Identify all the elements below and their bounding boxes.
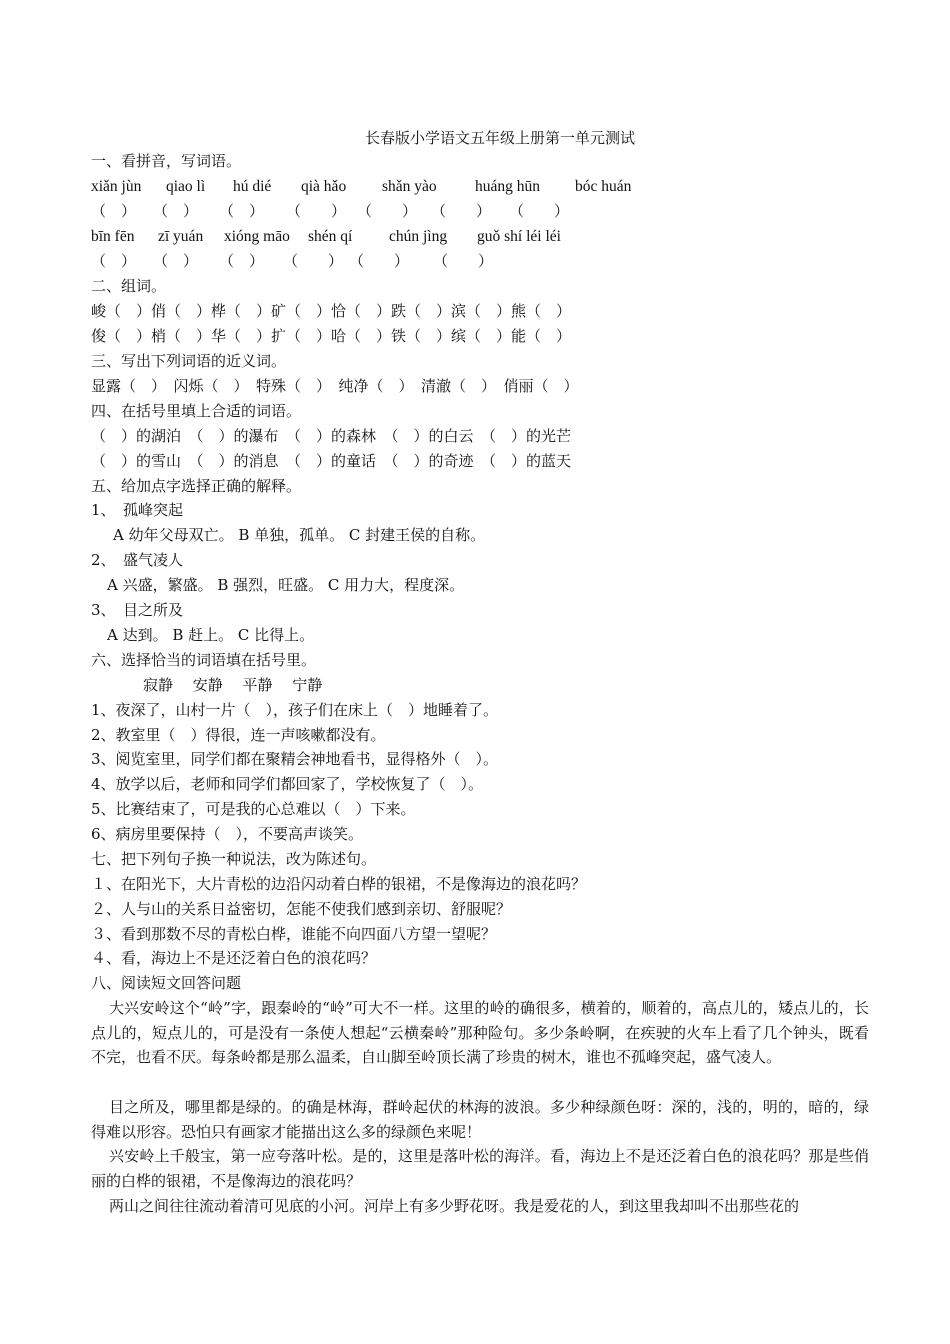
pinyin: qià hǎo (301, 178, 347, 195)
section-1-heading: 一、看拼音，写词语。 (91, 152, 242, 170)
synonym-row: 显露（ ） 闪烁（ ） 特殊（ ） 纯净（ ） 清澈（ ） 俏丽（ ） (91, 377, 579, 395)
options-2: A 兴盛，繁盛。 B 强烈，旺盛。 C 用力大，程度深。 (107, 576, 465, 594)
answer-blank[interactable]: （ ） (286, 202, 347, 220)
pinyin: hú dié (233, 178, 272, 195)
answer-blank[interactable]: （ ） (433, 252, 494, 270)
fill-row-2: （ ）的雪山 （ ）的消息 （ ）的童话 （ ）的奇迹 （ ）的蓝天 (91, 452, 572, 470)
section-2-heading: 二、组词。 (91, 277, 167, 295)
options-1: A 幼年父母双亡。 B 单独，孤单。 C 封建王侯的自称。 (113, 526, 486, 544)
rewrite-item: ２、人与山的关系日益密切，怎能不使我们感到亲切、舒服呢？ (91, 900, 512, 918)
pinyin: xióng māo (224, 228, 290, 245)
rewrite-item: ４、看，海边上不是还泛着白色的浪花吗？ (91, 949, 377, 967)
section-3-heading: 三、写出下列词语的近义词。 (91, 352, 287, 370)
section-5-heading: 五、给加点字选择正确的解释。 (91, 477, 302, 495)
reading-paragraph-4: 两山之间往往流动着清可见底的小河。河岸上有多少野花呀。我是爱花的人，到这里我却叫不出那些花的 (109, 1197, 800, 1215)
pinyin: qiao lì (166, 178, 206, 195)
question-2: 2、 盛气凌人 (91, 551, 184, 569)
pinyin: bīn fēn (91, 228, 135, 245)
answer-blank[interactable]: （ ） (91, 252, 137, 270)
answer-blank[interactable]: （ ） (153, 202, 199, 220)
document-title: 长春版小学语文五年级上册第一单元测试 (364, 129, 635, 147)
answer-blank[interactable]: （ ） (349, 252, 410, 270)
fill-row-1: （ ）的湖泊 （ ）的瀑布 （ ）的森林 （ ）的白云 （ ）的光芒 (91, 427, 572, 445)
section-6-heading: 六、选择恰当的词语填在括号里。 (91, 651, 317, 669)
answer-blank[interactable]: （ ） (219, 252, 265, 270)
answer-blank[interactable]: （ ） (219, 202, 265, 220)
answer-blank[interactable]: （ ） (91, 202, 137, 220)
choice-item: 6、病房里要保持（ ），不要高声谈笑。 (91, 825, 364, 843)
pinyin: huáng hūn (475, 178, 541, 195)
pinyin: xiǎn jùn (91, 178, 142, 195)
word-choices: 寂静 安静 平静 宁静 (143, 676, 323, 694)
choice-item: 1、夜深了，山村一片（ ），孩子们在床上（ ）地睡着了。 (91, 701, 499, 719)
reading-paragraph-1: 大兴安岭这个“岭”字，跟秦岭的“岭”可大不一样。这里的岭的确很多，横着的，顺着的，高点儿的，矮点儿的，长点儿的，短点儿的，可是没有一条使人想起“云横秦岭”那种险句。多少条岭啊，在疾驶的火车上看了几个钟头，既看不完，也看不厌。每条岭都是那么温柔，自山脚至岭顶长满了珍贵的树木，谁也不孤峰突起，盛气凌人。 (91, 999, 869, 1067)
answer-blank[interactable]: （ ） (283, 252, 344, 270)
question-1: 1、 孤峰突起 (91, 501, 184, 519)
options-3: A 达到。 B 赶上。 C 比得上。 (107, 626, 315, 644)
pinyin: zī yuán (158, 228, 204, 245)
section-8-heading: 八、阅读短文回答问题 (91, 974, 242, 992)
answer-blank[interactable]: （ ） (357, 202, 418, 220)
section-7-heading: 七、把下列句子换一种说法，改为陈述句。 (91, 850, 377, 868)
rewrite-item: ３、看到那数不尽的青松白桦，谁能不向四面八方望一望呢？ (91, 925, 497, 943)
answer-blank[interactable]: （ ） (509, 202, 570, 220)
rewrite-item: １、在阳光下，大片青松的边沿闪动着白桦的银裙，不是像海边的浪花吗？ (91, 875, 587, 893)
choice-item: 4、放学以后，老师和同学们都回家了，学校恢复了（ ）。 (91, 775, 484, 793)
pinyin: guǒ shí léi léi (477, 228, 561, 245)
reading-paragraph-3: 兴安岭上千般宝，第一应夸落叶松。是的，这里是落叶松的海洋。看，海边上不是还泛着白色的浪花吗？那是些俏丽的白桦的银裙，不是像海边的浪花吗？ (91, 1147, 869, 1190)
answer-blank[interactable]: （ ） (153, 252, 199, 270)
answer-blank[interactable]: （ ） (431, 202, 492, 220)
question-3: 3、 目之所及 (91, 601, 184, 619)
reading-paragraph-2: 目之所及，哪里都是绿的。的确是林海，群岭起伏的林海的波浪。多少种绿颜色呀：深的，浅的，明的，暗的，绿得难以形容。恐怕只有画家才能描出这么多的绿颜色来呢！ (91, 1098, 869, 1141)
pinyin: bóc huán (575, 178, 632, 195)
pinyin: shǎn yào (382, 178, 437, 195)
word-group-row-2: 俊（ ）梢（ ）华（ ）扩（ ）哈（ ）铁（ ）缤（ ）能（ ） (91, 327, 572, 345)
pinyin: chún jìng (389, 228, 448, 245)
choice-item: 5、比赛结束了，可是我的心总难以（ ）下来。 (91, 800, 416, 818)
word-group-row-1: 峻（ ）俏（ ）桦（ ）矿（ ）恰（ ）跌（ ）滨（ ）熊（ ） (91, 302, 572, 320)
section-4-heading: 四、在括号里填上合适的词语。 (91, 402, 302, 420)
pinyin: shén qí (308, 228, 353, 245)
choice-item: 3、阅览室里，同学们都在聚精会神地看书，显得格外（ ）。 (91, 750, 499, 768)
choice-item: 2、教室里（ ）得很，连一声咳嗽都没有。 (91, 726, 386, 744)
